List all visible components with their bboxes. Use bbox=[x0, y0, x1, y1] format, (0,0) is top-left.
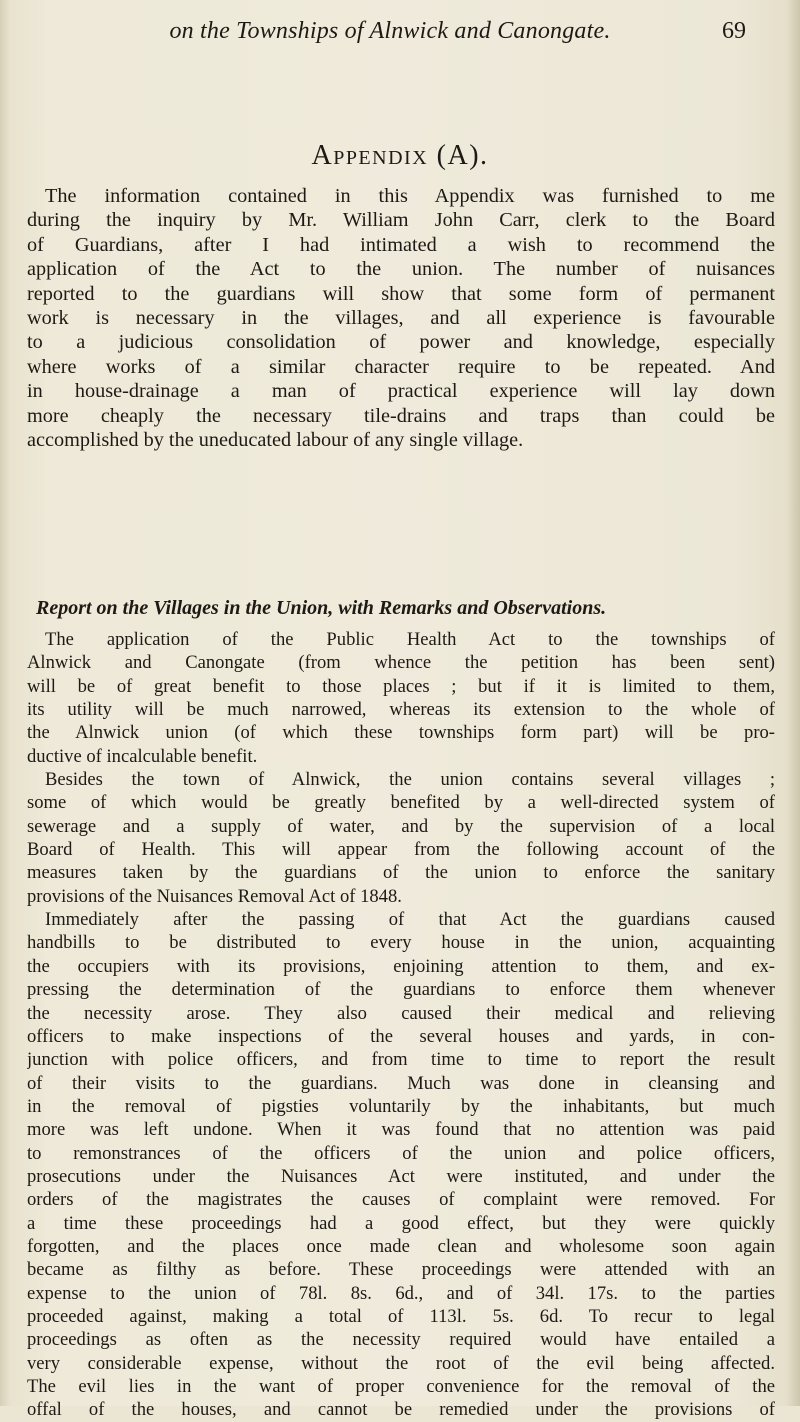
body-line: the occupiers with its provisions, enjoining attention to them, and ex- bbox=[27, 955, 775, 977]
intro-line: work is necessary in the villages, and all experience is favourable bbox=[27, 306, 775, 329]
intro-line: more cheaply the necessary tile-drains and traps than could be bbox=[27, 404, 775, 427]
intro-line: accomplished by the uneducated labour of any single village. bbox=[27, 428, 524, 451]
body-line: proceeded against, making a total of 113l. 5s. 6d. To recur to legal bbox=[27, 1305, 775, 1327]
body-line: measures taken by the guardians of the union to enforce the sanitary bbox=[27, 862, 775, 884]
body-line: offal of the houses, and cannot be remedied under the provisions of bbox=[27, 1399, 775, 1421]
intro-paragraph bbox=[27, 184, 775, 452]
body-line: handbills to be distributed to every house in the union, acquainting bbox=[27, 932, 775, 954]
body-line: ductive of incalculable benefit. bbox=[27, 745, 258, 767]
body-line: to remonstrances of the officers of the union and police officers, bbox=[27, 1142, 775, 1164]
body-line: sewerage and a supply of water, and by the supervision of a local bbox=[27, 815, 775, 837]
page-left-edge bbox=[0, 0, 10, 1406]
body-line: more was left undone. When it was found that no attention was paid bbox=[27, 1119, 775, 1141]
body-line: the necessity arose. They also caused their medical and relieving bbox=[27, 1002, 775, 1024]
body-line: Alnwick and Canongate (from whence the petition has been sent) bbox=[27, 652, 775, 674]
intro-line: application of the Act to the union. The number of nuisances bbox=[27, 258, 775, 281]
body-line: Besides the town of Alnwick, the union contains several villages ; bbox=[45, 769, 775, 791]
body-line: pressing the determination of the guardians to enforce them whenever bbox=[27, 979, 775, 1001]
intro-line: reported to the guardians will show that some form of permanent bbox=[27, 282, 775, 305]
body-line: provisions of the Nuisances Removal Act of 1848. bbox=[27, 885, 402, 907]
body-line: will be of great benefit to those places ; but if it is limited to them, bbox=[27, 675, 775, 697]
report-heading: Report on the Villages in the Union, with Remarks and Observations. bbox=[36, 597, 607, 619]
body-line: Board of Health. This will appear from the following account of the bbox=[27, 839, 775, 861]
intro-line: in house-drainage a man of practical experience will lay down bbox=[27, 380, 775, 403]
body-line: became as filthy as before. These proceedings were attended with an bbox=[27, 1259, 775, 1281]
running-head: on the Townships of Alnwick and Canongate. bbox=[169, 18, 611, 44]
intro-line: where works of a similar character require to be repeated. And bbox=[27, 355, 775, 378]
report-body bbox=[27, 628, 775, 1422]
body-line: junction with police officers, and from time to time to report the result bbox=[27, 1049, 775, 1071]
body-line: expense to the union of 78l. 8s. 6d., and of 34l. 17s. to the parties bbox=[27, 1282, 775, 1304]
body-line: the Alnwick union (of which these townships form part) will be pro- bbox=[27, 722, 775, 744]
intro-line: of Guardians, after I had intimated a wish to recommend the bbox=[27, 233, 775, 256]
body-line: officers to make inspections of the several houses and yards, in con- bbox=[27, 1025, 775, 1047]
page-number: 69 bbox=[722, 18, 746, 44]
body-line: very considerable expense, without the root of the evil being affected. bbox=[27, 1352, 775, 1374]
body-line: forgotten, and the places once made clean and wholesome soon again bbox=[27, 1235, 775, 1257]
body-line: Immediately after the passing of that Act the guardians caused bbox=[45, 909, 775, 931]
body-line: of their visits to the guardians. Much was done in cleansing and bbox=[27, 1072, 775, 1094]
body-line: in the removal of pigsties voluntarily by the inhabitants, but much bbox=[27, 1095, 775, 1117]
body-line: The application of the Public Health Act to the townships of bbox=[45, 629, 775, 650]
body-line: some of which would be greatly benefited by a well-directed system of bbox=[27, 792, 775, 814]
intro-line: to a judicious consolidation of power and knowledge, especially bbox=[27, 331, 775, 354]
body-line: The evil lies in the want of proper convenience for the removal of the bbox=[27, 1376, 775, 1397]
intro-line: The information contained in this Appendix was furnished to me bbox=[45, 185, 775, 207]
appendix-title: Appendix (A). bbox=[311, 140, 489, 171]
page-right-edge bbox=[786, 0, 800, 1406]
intro-line: during the inquiry by Mr. William John Carr, clerk to the Board bbox=[27, 209, 775, 232]
body-line: prosecutions under the Nuisances Act were instituted, and under the bbox=[27, 1165, 775, 1187]
body-line: orders of the magistrates the causes of complaint were removed. For bbox=[27, 1189, 775, 1211]
body-line: proceedings as often as the necessity required would have entailed a bbox=[27, 1329, 775, 1351]
body-line: a time these proceedings had a good effect, but they were quickly bbox=[27, 1212, 775, 1234]
body-line: its utility will be much narrowed, whereas its extension to the whole of bbox=[27, 699, 775, 721]
